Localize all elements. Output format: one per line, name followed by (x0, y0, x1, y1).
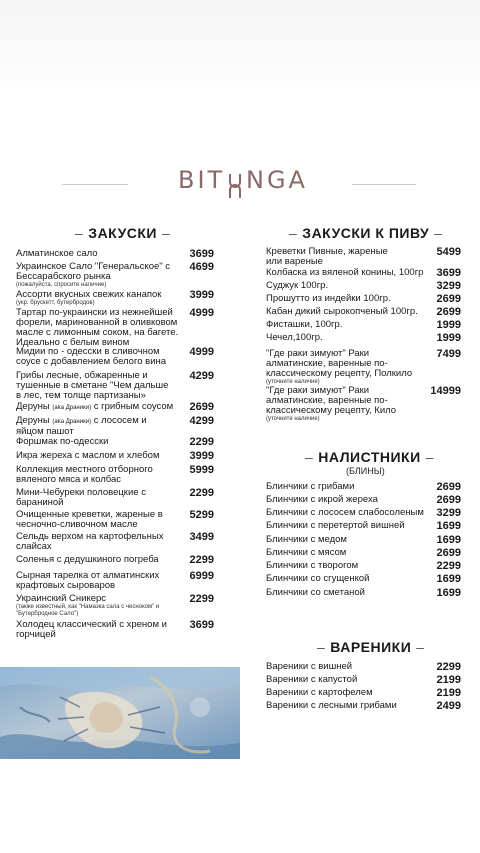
item-price: 1699 (436, 587, 461, 599)
item-price: 2299 (436, 661, 461, 673)
title-dash: – (305, 449, 314, 465)
title-dash: – (162, 225, 171, 241)
menu-item (16, 570, 214, 591)
item-price: 2699 (189, 401, 214, 413)
item-name: Вареники с вишней (266, 661, 353, 672)
item-name: Блинчики со сгущенкой (266, 573, 370, 584)
menu-item (16, 451, 214, 464)
menu-item (266, 348, 461, 385)
item-name: Фисташки, 100гр. (266, 319, 343, 330)
item-name: Сырная тарелка от алматинских крафтовых сыроваров (16, 570, 160, 591)
item-note: (уточните наличие) (266, 416, 320, 422)
item-price: 2299 (189, 436, 214, 448)
menu-item (16, 402, 214, 415)
item-name: Блинчики с икрой жереха (266, 494, 378, 505)
item-name: Вареники с капустой (266, 674, 358, 685)
item-name: Блинчики с грибами (266, 481, 355, 492)
item-name: Икра жереха с маслом и хлебом (16, 450, 160, 461)
item-price: 2299 (189, 554, 214, 566)
item-name: Вареники с картофелем (266, 687, 373, 698)
item-price: 1999 (436, 319, 461, 331)
item-price: 7499 (436, 348, 461, 360)
menu-item (16, 464, 214, 485)
item-price: 2699 (436, 481, 461, 493)
item-name: Блинчики с мясом (266, 547, 347, 558)
item-note: (уточните наличие) (266, 379, 320, 385)
menu-item (266, 521, 461, 534)
item-note: (также известный, как "Намазка сала с чеснокомˮ и "Бутербродное Сало") (16, 604, 160, 617)
section-title-zakuski: – ЗАКУСКИ – (75, 225, 171, 241)
item-name: Блинчики с творогом (266, 560, 359, 571)
item-price: 2299 (436, 560, 461, 572)
title-dash: – (289, 225, 298, 241)
logo-divider-right (352, 184, 416, 185)
item-price: 1699 (436, 573, 461, 585)
item-name: Колбаска из вяленой конины, 100гр (266, 267, 424, 278)
item-price: 1699 (436, 520, 461, 532)
top-shade (0, 0, 480, 92)
menu-item (16, 593, 214, 617)
item-name: Украинский Сникерс (также известный, как "Намазка сала с чеснокомˮ и "Бутербродное Сало") (16, 594, 181, 618)
item-name: Прошутто из индейки 100гр. (266, 293, 391, 304)
item-price: 6999 (189, 570, 214, 582)
item-price: 3699 (189, 248, 214, 260)
item-name: Мидии по - одесски в сливочном соусе с добавлением белого вина (16, 346, 167, 367)
item-name: Соленья с дедушкиного погреба (16, 554, 159, 565)
item-price: 2499 (436, 700, 461, 712)
title-dash: – (425, 449, 434, 465)
menu-item (266, 701, 461, 714)
menu-item (266, 333, 461, 346)
item-note: (укр. брускетт, бутербродов) (16, 300, 95, 306)
item-price: 3999 (189, 289, 214, 301)
item-price: 2299 (189, 487, 214, 499)
item-price: 4999 (189, 346, 214, 358)
item-price: 3499 (189, 531, 214, 543)
logo-divider-left (62, 184, 128, 185)
item-name: "Где раки зимуют" Раки алматинские, варенные по-классическому рецепту, Кило (уточните наличие) (266, 386, 416, 423)
menu-item (16, 487, 214, 508)
menu-item (16, 619, 214, 640)
item-name: Суджук 100гр. (266, 280, 329, 291)
menu-item (16, 555, 214, 568)
item-price: 2699 (436, 547, 461, 559)
item-name: Блинчики со сметаной (266, 587, 365, 598)
item-price: 4299 (189, 370, 214, 382)
item-price: 3699 (436, 267, 461, 279)
item-price: 2199 (436, 687, 461, 699)
logo-mark (178, 166, 312, 200)
item-name: Холодец классический с хреном и горчицей (16, 619, 167, 640)
menu-item (16, 437, 214, 450)
item-price: 3699 (189, 619, 214, 631)
item-price: 5999 (189, 464, 214, 476)
title-dash: – (317, 639, 326, 655)
item-note: (пожалуйста, спросите наличие) (16, 282, 107, 288)
menu-item (266, 385, 461, 422)
menu-item (266, 246, 461, 267)
item-name: Блинчики с лососем слабосоленым (266, 507, 424, 518)
item-name: "Где раки зимуют" Раки алматинские, варенные по-классическому рецепту, Полкило (уточните наличие) (266, 349, 416, 386)
item-name: Блинчики с медом (266, 534, 347, 545)
item-name: Тартар по-украински из нежнейшей форели, маринованной в оливковом масле с лимонным соком, на багете. Идеально с белым вином (16, 307, 179, 348)
item-name: Чечел,100гр. (266, 332, 323, 343)
item-name: Деруны (aka Драники) с грибным соусом (16, 401, 174, 412)
decorative-painting (0, 667, 240, 759)
item-price: 5499 (436, 246, 461, 258)
item-price: 3999 (189, 450, 214, 462)
menu-item (16, 346, 214, 367)
item-price: 14999 (430, 385, 461, 397)
item-price: 1699 (436, 534, 461, 546)
section-title-vareniki: – ВАРЕНИКИ – (317, 639, 425, 655)
logo (178, 166, 312, 200)
title-dash: – (75, 225, 84, 241)
item-price: 1999 (436, 332, 461, 344)
item-price: 2699 (436, 306, 461, 318)
item-name: Кабан дикий сырокопченый 100гр. (266, 306, 418, 317)
item-name: Украинское Сало "Генеральское" с Бессарабского рынка (пожалуйста, спросите наличие) (16, 262, 176, 289)
item-name: Очищенные креветки, жареные в чесночно-сливочном масле (16, 509, 163, 530)
item-price: 2699 (436, 293, 461, 305)
item-price: 2199 (436, 674, 461, 686)
item-name: Сельдь верхом на картофельных слайсах (16, 531, 164, 552)
item-price: 2699 (436, 494, 461, 506)
item-name: Креветки Пивные, жареные или вареные (266, 246, 388, 267)
item-price: 2299 (189, 593, 214, 605)
section-title-pivo: – ЗАКУСКИ К ПИВУ – (289, 225, 443, 241)
item-price: 4299 (189, 415, 214, 427)
menu-item (16, 509, 214, 530)
menu-item (16, 289, 214, 306)
section-subtitle-nalistniki: (БЛИНЫ) (346, 466, 385, 476)
item-price: 4699 (189, 261, 214, 273)
menu-item (16, 307, 214, 348)
item-name: Деруны (aka Драники) с лососем и яйцом пашот (16, 415, 147, 437)
item-price: 3299 (436, 280, 461, 292)
title-dash: – (434, 225, 443, 241)
svg-text:NGA: NGA (246, 166, 308, 194)
menu-item (266, 588, 461, 601)
item-price: 5299 (189, 509, 214, 521)
item-name: Блинчики с перетертой вишней (266, 520, 405, 531)
painting-image (0, 667, 240, 759)
item-price: 4999 (189, 307, 214, 319)
item-name: Грибы лесные, обжаренные и тушенные в сметане "Чем дальше в лес, тем толще партизаны» (16, 370, 169, 401)
item-price: 3299 (436, 507, 461, 519)
menu-item (16, 415, 214, 437)
item-name: Мини-Чебуреки половецкие с бараниной (16, 487, 146, 508)
item-name: Алматинское сало (16, 248, 98, 259)
section-title-nalistniki: – НАЛИСТНИКИ – (305, 449, 434, 465)
svg-text:BIT: BIT (178, 166, 226, 194)
item-name: Коллекция местного отборного вяленого мяса и колбас (16, 464, 153, 485)
menu-item (16, 261, 214, 288)
item-name: Вареники с лесными грибами (266, 700, 397, 711)
item-name: Ассорти вкусных свежих канапок (укр. брускетт, бутербродов) (16, 290, 186, 307)
item-name: Форшмак по-одесски (16, 436, 109, 447)
menu-item (16, 531, 214, 552)
title-dash: – (416, 639, 425, 655)
menu-item (16, 370, 214, 401)
menu-item (266, 574, 461, 587)
